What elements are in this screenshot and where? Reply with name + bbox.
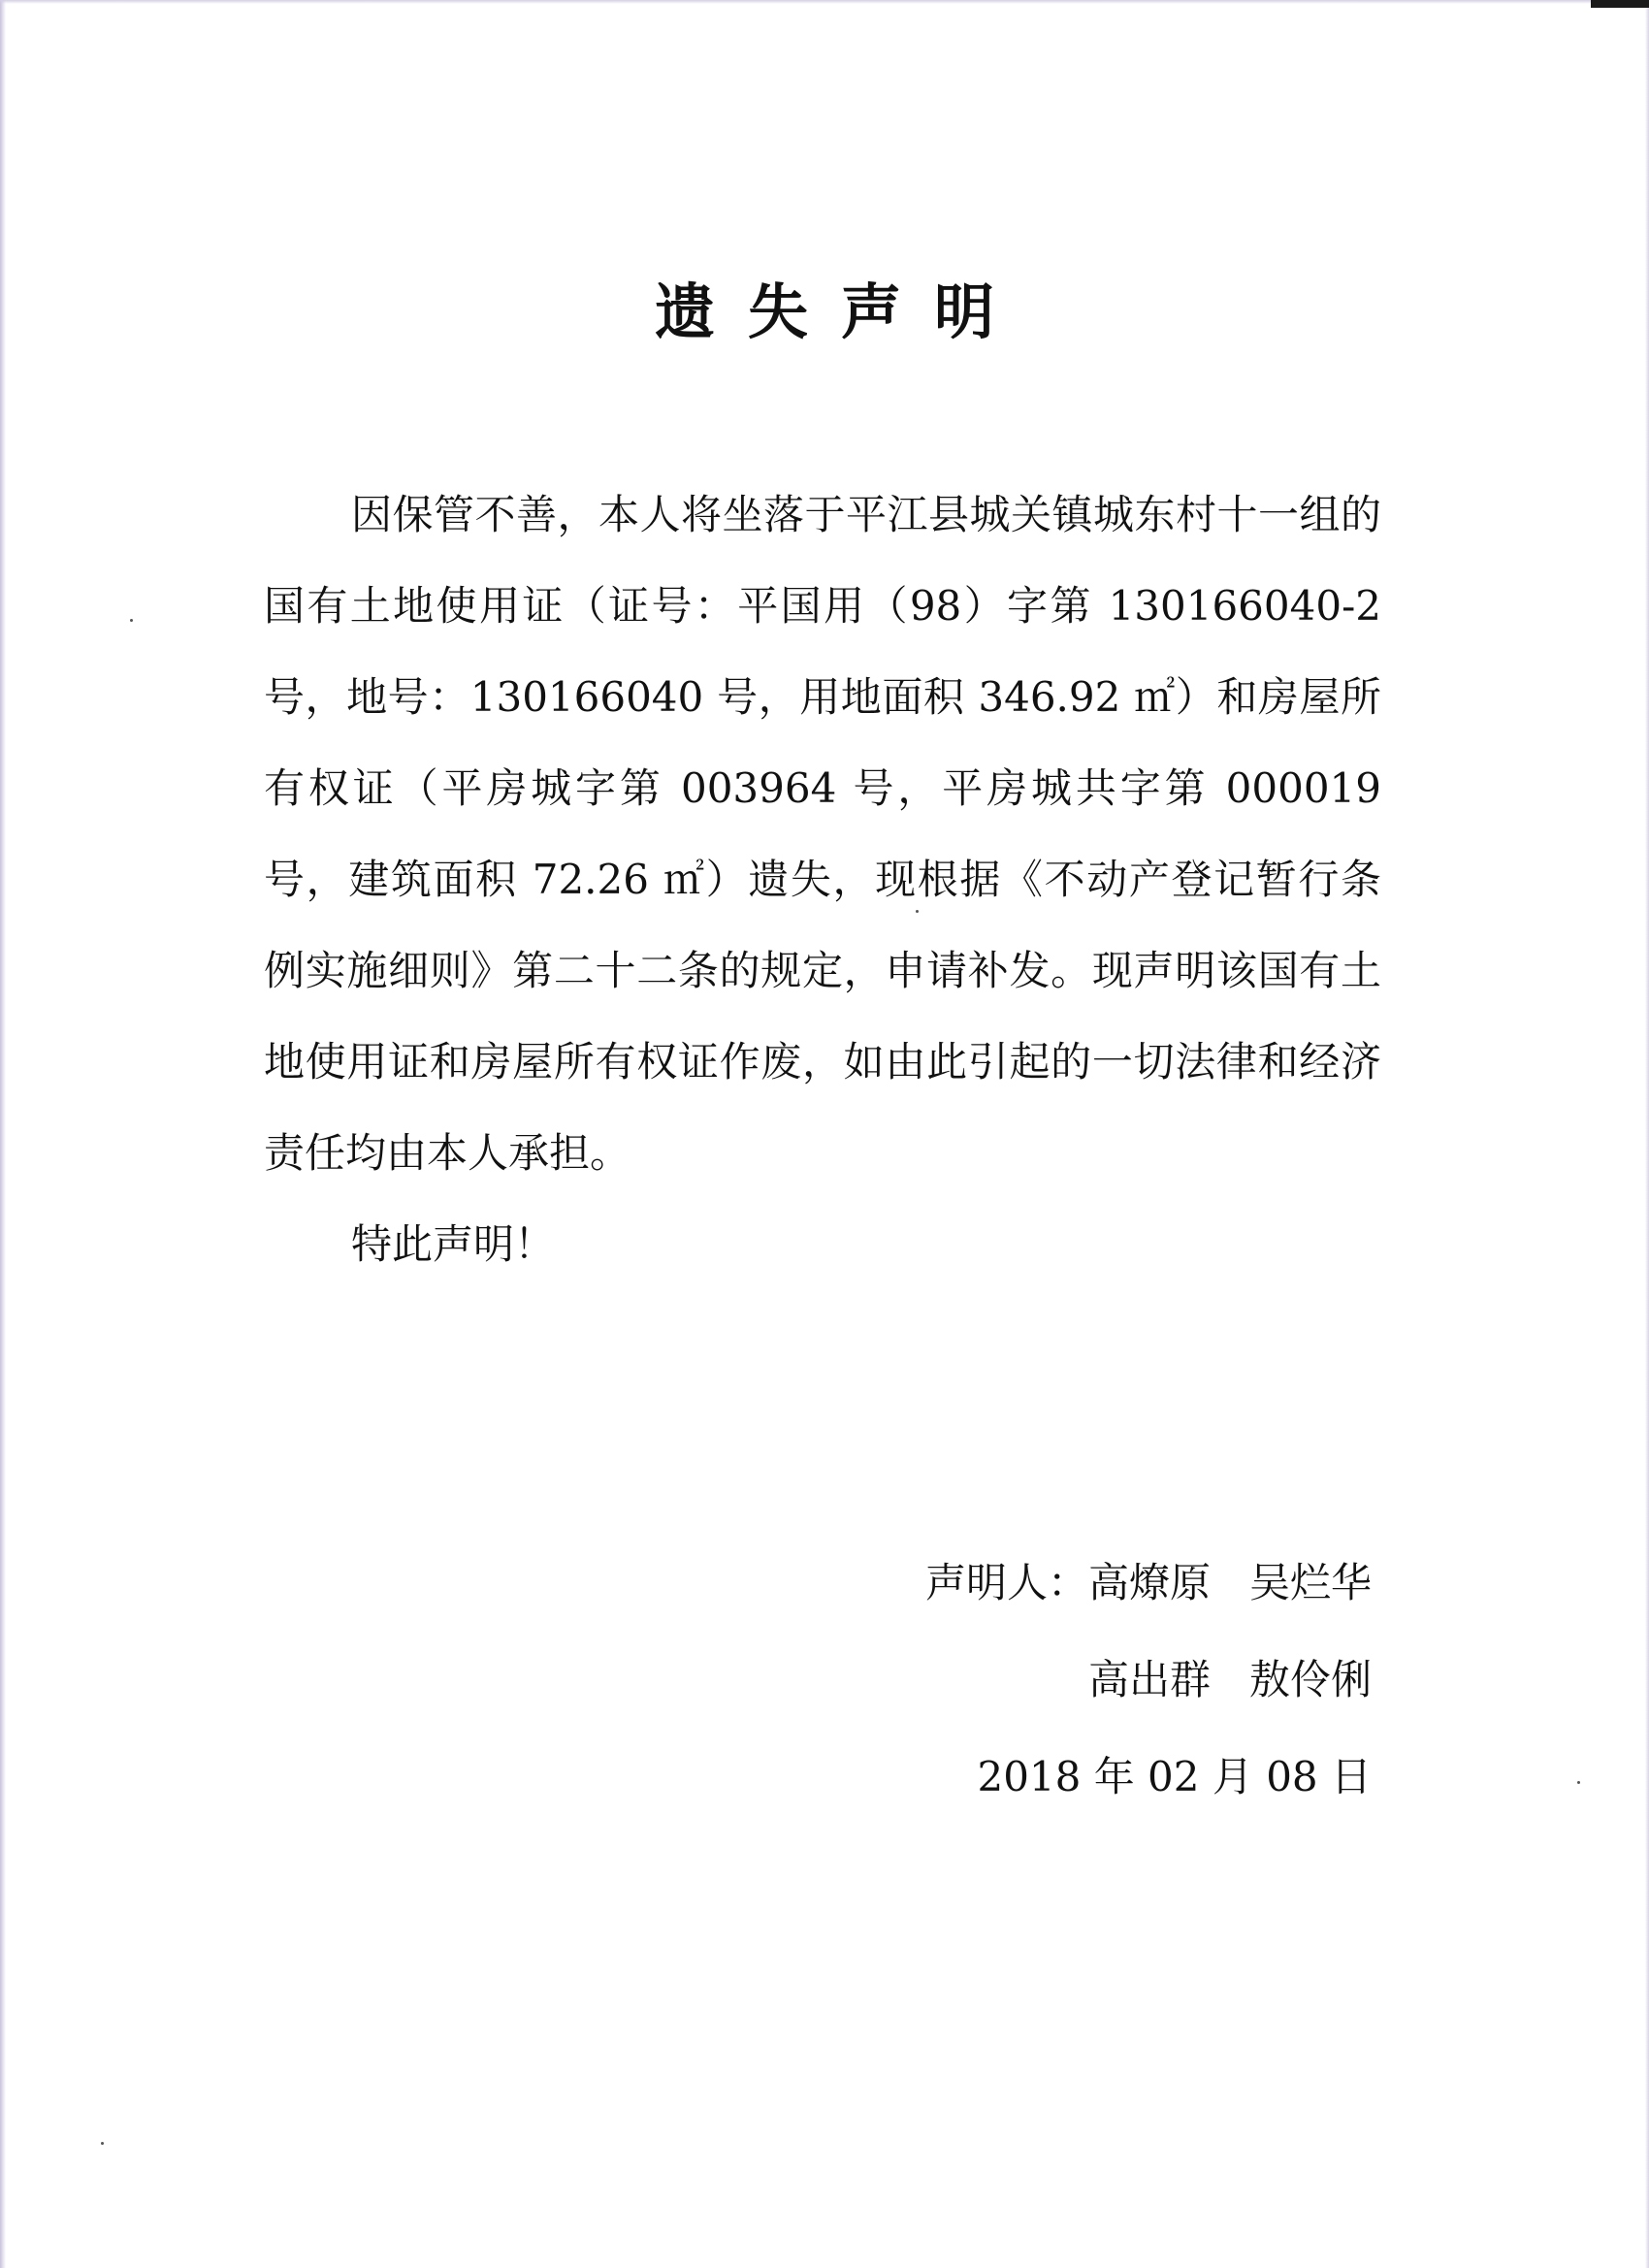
scan-speck xyxy=(916,910,919,913)
signer-name: 敖伶俐 xyxy=(1248,1656,1372,1703)
document-title: 遗失声明 xyxy=(654,276,1027,347)
signer-name: 高燎原 xyxy=(1087,1559,1211,1606)
main-paragraph: 因保管不善，本人将坐落于平江县城关镇城东村十一组的国有土地使用证（证号：平国用（98）字第 130166040-2号，地号：130166040 号，用地面积 346.92 ㎡）和房屋所有权证（平房城字第 003964 号，平房城共字第 000019 号，建筑面积 72.26 ㎡）遗失，现根据《不动产登记暂行条例实施细则》第二十二条的规定，申请补发。现声明该国有土地使用证和房屋所有权证作废，如由此引起的一切法律和经济责任均由本人承担。 xyxy=(264,491,1381,1177)
signature-label: 声明人： xyxy=(924,1559,1088,1606)
signer-name: 高出群 xyxy=(1087,1656,1211,1703)
scan-speck xyxy=(1577,1781,1580,1784)
scan-speck xyxy=(130,619,133,622)
closing-statement: 特此声明！ xyxy=(351,1220,556,1268)
signature-line-2 xyxy=(925,1632,1372,1729)
scan-speck xyxy=(101,2142,104,2145)
document-body xyxy=(264,470,1381,1290)
signature-date: 2018 年 02 月 08 日 xyxy=(977,1753,1372,1800)
signer-name: 吴烂华 xyxy=(1248,1559,1372,1606)
signature-block xyxy=(925,1535,1372,1826)
signature-line-1 xyxy=(925,1535,1372,1632)
